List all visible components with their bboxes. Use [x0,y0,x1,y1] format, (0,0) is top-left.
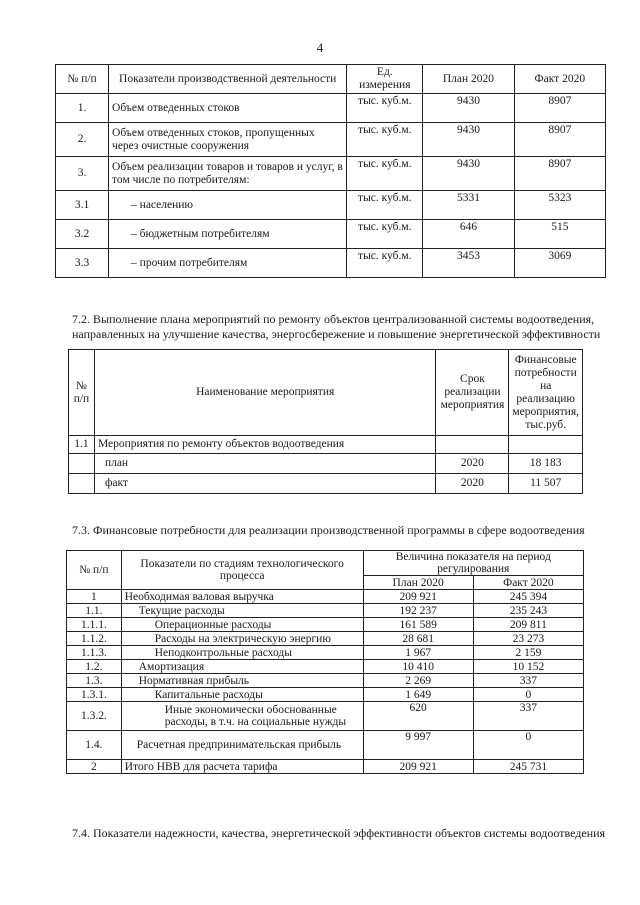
row-plan: 161 589 [363,618,473,632]
row-plan: 10 410 [363,660,473,674]
row-plan: 192 237 [363,604,473,618]
row-fact: 209 811 [473,618,583,632]
row-plan: 1 967 [363,646,473,660]
row-num: 1.4. [67,731,122,760]
row-fact: 0 [473,688,583,702]
row-fact: 10 152 [473,660,583,674]
row-fact: 0 [473,731,583,760]
row-unit: тыс. куб.м. [347,220,423,249]
row-indicator: – прочим потребителям [109,249,347,278]
row-stage: Итого НВВ для расчета тарифа [121,760,363,774]
col-header-unit: Ед. измерения [347,65,423,94]
row-plan: 3453 [423,249,514,278]
table-row [67,604,584,618]
row-num: 1.3.1. [67,688,122,702]
col-header-financing: Финансовые потребности на реализацию мероприятия, тыс.руб. [509,350,583,436]
row-plan: 620 [363,702,473,731]
col-header-measure: Наименование мероприятия [94,350,436,436]
row-unit: тыс. куб.м. [347,191,423,220]
table-row [56,220,606,249]
repair-plan-table [68,349,583,494]
row-stage: Текущие расходы [121,604,363,618]
row-num: 3.3 [56,249,109,278]
plan-year: 2020 [436,454,509,474]
row-num: 1.1.2. [67,632,122,646]
row-num: 1.3. [67,674,122,688]
table-row [69,474,583,494]
row-num: 2. [56,123,109,157]
row-unit: тыс. куб.м. [347,94,423,123]
row-fact: 8907 [514,157,605,191]
row-indicator: – населению [109,191,347,220]
row-num: 3.1 [56,191,109,220]
row-fact: 8907 [514,123,605,157]
row-num: 1. [56,94,109,123]
row-plan: 209 921 [363,590,473,604]
table-row [67,731,584,760]
row-name: Мероприятия по ремонту объектов водоотведения [94,436,436,454]
row-fact: 515 [514,220,605,249]
table-row [56,157,606,191]
row-fact: 3069 [514,249,605,278]
row-num: 3. [56,157,109,191]
row-fact: 2 159 [473,646,583,660]
row-plan: 1 649 [363,688,473,702]
row-num: 1 [67,590,122,604]
row-plan: 9430 [423,123,514,157]
section-7-2-heading: 7.2. Выполнение плана мероприятий по ремонту объектов централизованной системы водоотведения, направленных на улучшение качества, энергосбережение и повышение энергетической эффективности [72,312,601,341]
table-row [67,632,584,646]
table-row [69,436,583,454]
row-unit: тыс. куб.м. [347,123,423,157]
row-plan: 9 997 [363,731,473,760]
col-header-fact: Факт 2020 [514,65,605,94]
row-unit: тыс. куб.м. [347,157,423,191]
row-fact: 23 273 [473,632,583,646]
row-num: 2 [67,760,122,774]
fact-year: 2020 [436,474,509,494]
row-fact: 337 [473,702,583,731]
col-header-period: Величина показателя на период регулирования [363,551,583,576]
production-indicators-table [55,64,606,278]
row-stage: Амортизация [121,660,363,674]
row-fact: 337 [473,674,583,688]
row-fact: 5323 [514,191,605,220]
col-header-stage: Показатели по стадиям технологического процесса [121,551,363,590]
row-plan: 9430 [423,94,514,123]
col-header-num: № п/п [56,65,109,94]
page-number: 4 [316,40,324,55]
col-header-fact: Факт 2020 [473,576,583,590]
row-indicator: Объем реализации товаров и товаров и услуг, в том числе по потребителям: [109,157,347,191]
col-header-num: № п/п [67,551,122,590]
row-plan: 209 921 [363,760,473,774]
row-plan: 28 681 [363,632,473,646]
fact-value: 11 507 [509,474,583,494]
row-stage: Расходы на электрическую энергию [121,632,363,646]
row-stage: Необходимая валовая выручка [121,590,363,604]
row-plan: 2 269 [363,674,473,688]
row-num: 1.1. [67,604,122,618]
row-fact: 8907 [514,94,605,123]
row-plan: 646 [423,220,514,249]
row-stage: Операционные расходы [121,618,363,632]
section-7-4-heading: 7.4. Показатели надежности, качества, энергетической эффективности объектов системы водоотведения [72,826,606,840]
table-row [67,760,584,774]
row-num: 1.1.3. [67,646,122,660]
row-fact: 245 394 [473,590,583,604]
row-unit: тыс. куб.м. [347,249,423,278]
fact-label: факт [94,474,436,494]
table-row [56,94,606,123]
row-indicator: Объем отведенных стоков [109,94,347,123]
table-row [67,674,584,688]
row-stage: Нормативная прибыль [121,674,363,688]
table-row [67,660,584,674]
row-fact: 235 243 [473,604,583,618]
row-num: 3.2 [56,220,109,249]
table-row [67,688,584,702]
row-plan: 9430 [423,157,514,191]
table-row [56,249,606,278]
row-num: 1.1.1. [67,618,122,632]
row-indicator: – бюджетным потребителям [109,220,347,249]
row-num: 1.2. [67,660,122,674]
row-stage: Капитальные расходы [121,688,363,702]
col-header-plan: План 2020 [423,65,514,94]
table-row [67,646,584,660]
table-row [56,191,606,220]
row-stage: Неподконтрольные расходы [121,646,363,660]
row-num: 1.3.2. [67,702,122,731]
financial-needs-table [66,550,584,774]
row-fact: 245 731 [473,760,583,774]
table-row [56,123,606,157]
row-stage: Иные экономически обоснованные расходы, в т.ч. на социальные нужды [121,702,363,731]
col-header-indicator: Показатели производственной деятельности [109,65,347,94]
plan-value: 18 183 [509,454,583,474]
table-row [67,618,584,632]
plan-label: план [94,454,436,474]
table-row [67,702,584,731]
row-stage: Расчетная предпринимательская прибыль [121,731,363,760]
col-header-plan: План 2020 [363,576,473,590]
col-header-num: № п/п [69,350,95,436]
col-header-term: Срок реализации мероприятия [436,350,509,436]
table-row [69,454,583,474]
row-plan: 5331 [423,191,514,220]
row-indicator: Объем отведенных стоков, пропущенных через очистные сооружения [109,123,347,157]
row-num: 1.1 [69,436,95,454]
section-7-3-heading: 7.3. Финансовые потребности для реализации производственной программы в сфере водоотведения [72,523,585,537]
table-row [67,590,584,604]
